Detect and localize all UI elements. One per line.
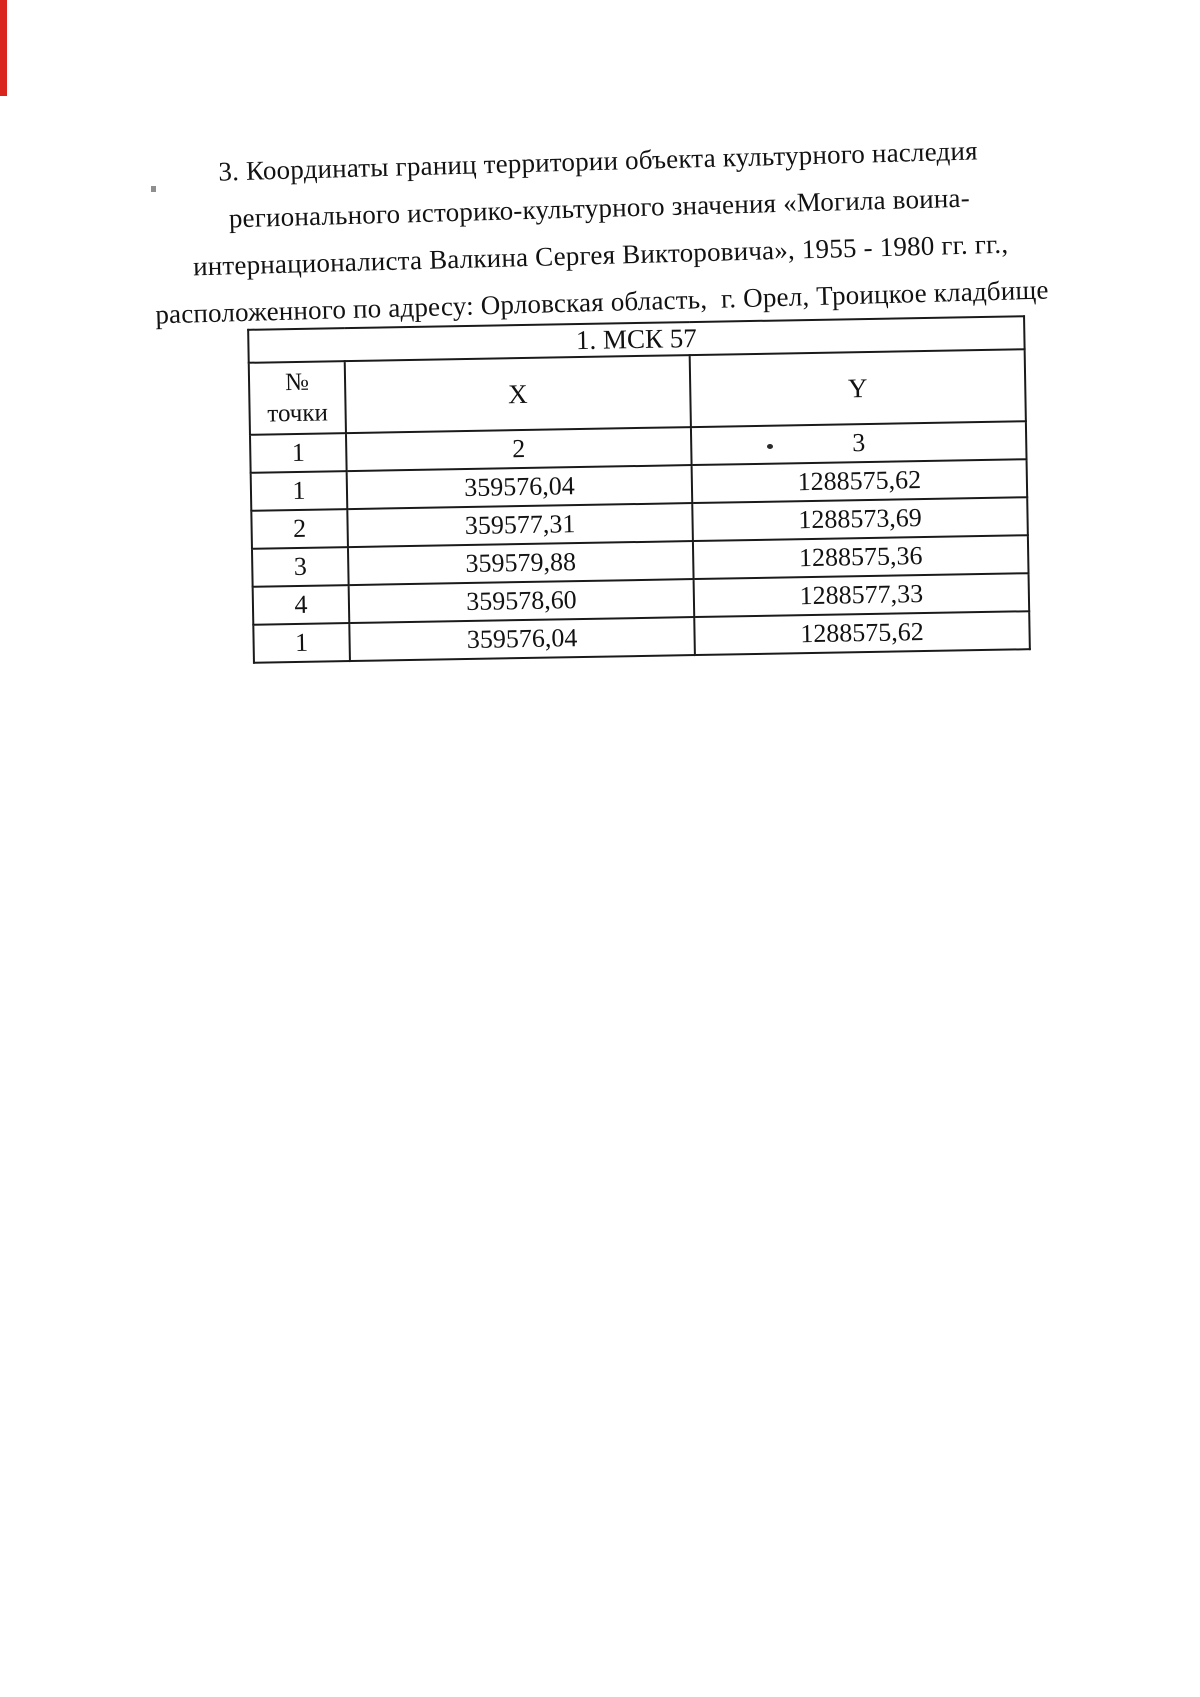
document-title (53, 123, 1148, 341)
point-number-cell: 2 (251, 509, 348, 549)
table-header-row (249, 349, 1026, 435)
column-number-cell: 3 (691, 421, 1027, 465)
scan-artifact-red-strip (0, 0, 7, 96)
column-number-cell: 1 (250, 433, 347, 473)
table-caption: 1. МСК 57 (248, 316, 1024, 363)
x-coordinate-cell: 359577,31 (347, 503, 693, 547)
title-line-3: интернационалиста Валкина Сергея Викторовича», 1955 - 1980 гг. гг., (192, 228, 1009, 282)
y-coordinate-cell: 1288577,33 (694, 573, 1030, 617)
title-line-4: расположенного по адресу: Орловская область, г. Орел, Троицкое кладбище (154, 274, 1049, 330)
y-coordinate-cell: 1288573,69 (692, 497, 1028, 541)
x-coordinate-cell: 359576,04 (347, 465, 693, 509)
x-coordinate-cell: 359579,88 (348, 541, 694, 585)
header-point-number-line1: № (284, 368, 310, 397)
x-coordinate-cell: 359578,60 (349, 579, 695, 623)
y-coordinate-cell: 1288575,62 (692, 459, 1028, 503)
column-number-cell: 2 (346, 427, 692, 471)
x-coordinate-cell: 359576,04 (349, 617, 695, 661)
header-x: X (345, 355, 691, 433)
header-y: Y (690, 349, 1026, 427)
point-number-cell: 1 (251, 471, 348, 511)
title-line-2: регионального историко-культурного значения «Могила воина- (228, 182, 971, 234)
title-line-1: 3. Координаты границ территории объекта культурного наследия (217, 135, 979, 187)
y-coordinate-cell: 1288575,62 (694, 611, 1030, 655)
point-number-cell: 3 (252, 547, 349, 587)
point-number-cell: 4 (253, 585, 350, 625)
header-point-number-line2: точки (267, 399, 329, 428)
point-number-cell: 1 (253, 623, 350, 663)
header-point-number (249, 361, 346, 435)
coordinates-table (247, 315, 1031, 664)
y-coordinate-cell: 1288575,36 (693, 535, 1029, 579)
